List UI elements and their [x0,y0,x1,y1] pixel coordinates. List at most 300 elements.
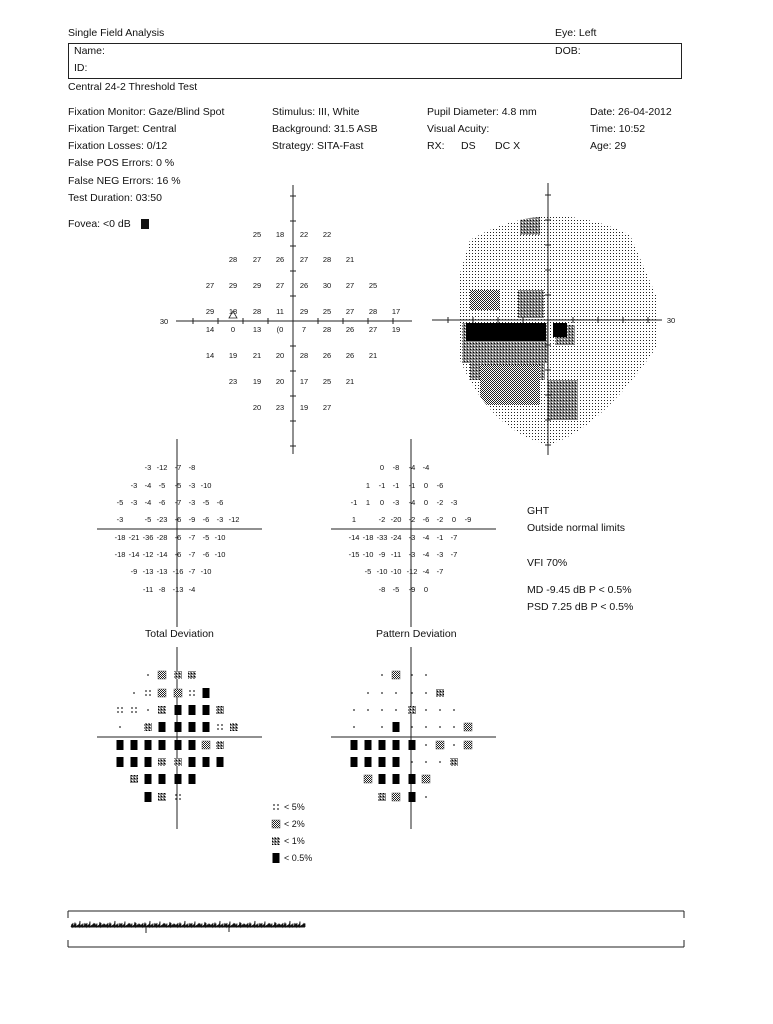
pattern-deviation-value: -7 [450,550,458,559]
total-deviation-value: -28 [156,533,168,542]
threshold-axes [160,185,412,454]
total-deviation-value: -21 [128,533,140,542]
pattern-deviation-value: -2 [378,515,386,524]
threshold-value: 25 [322,377,332,386]
p05-symbol [351,757,358,767]
total-deviation-value: -8 [188,463,196,472]
total-deviation-value: -3 [188,498,196,507]
report-title: Single Field Analysis [68,27,165,39]
normal-dot [425,692,427,694]
p5-symbol [217,724,223,730]
total-deviation-value: -18 [114,550,126,559]
param-fixation-losses: Fixation Losses: 0/12 [68,140,168,152]
p05-symbol [145,740,152,750]
p05-symbol [145,774,152,784]
normal-dot [381,709,383,711]
total-deviation-value: -12 [228,515,240,524]
gaze-tracking-strip [68,911,684,947]
threshold-value: 20 [275,351,285,360]
p1-symbol [216,741,224,749]
p05-symbol [175,705,182,715]
greyscale-deep-defect [553,323,567,337]
threshold-value: 14 [205,351,215,360]
pattern-deviation-value: -4 [408,498,416,507]
threshold-value: 28 [299,351,309,360]
total-deviation-value: -3 [188,481,196,490]
threshold-value: 29 [252,281,262,290]
total-deviation-value: -10 [214,533,226,542]
axis-label-right: 30 [666,316,676,325]
total-deviation-value: -3 [144,463,152,472]
normal-dot [411,674,413,676]
p5-symbol [131,707,137,713]
p05-symbol [393,722,400,732]
ght-label: GHT [527,505,550,517]
pattern-deviation-value: 0 [379,498,385,507]
threshold-value: 18 [275,230,285,239]
threshold-value: 26 [275,255,285,264]
pattern-deviation-value: -18 [362,533,374,542]
threshold-value: 26 [322,351,332,360]
pattern-deviation-value: -11 [390,550,402,559]
normal-dot [453,726,455,728]
total-deviation-value: -4 [144,481,152,490]
threshold-value: 25 [252,230,262,239]
threshold-value: 30 [322,281,332,290]
param-visual-acuity: Visual Acuity: [427,123,490,135]
param-date: Date: 26-04-2012 [590,106,672,118]
p05-symbol [131,757,138,767]
pattern-deviation-value: -6 [422,515,430,524]
total-deviation-value: -13 [156,567,168,576]
total-deviation-value: -16 [172,567,184,576]
threshold-value: 27 [322,403,332,412]
total-deviation-value: -36 [142,533,154,542]
pattern-deviation-probability-plot [331,647,496,829]
threshold-value: 27 [205,281,215,290]
normal-dot [381,674,383,676]
pattern-deviation-value: -1 [392,481,400,490]
p05-symbol [393,740,400,750]
param-stimulus: Stimulus: III, White [272,106,360,118]
total-deviation-value: -3 [130,481,138,490]
ght-value: Outside normal limits [527,522,626,534]
threshold-value: 25 [368,281,378,290]
p05-symbol [409,792,416,802]
threshold-value: 21 [252,351,262,360]
p05-symbol [379,757,386,767]
p05-symbol [117,757,124,767]
id-label: ID: [74,62,88,74]
normal-dot [453,744,455,746]
pattern-deviation-value: -8 [392,463,400,472]
normal-dot [425,744,427,746]
total-deviation-value: -9 [130,567,138,576]
total-deviation-value: -4 [144,498,152,507]
pattern-deviation-value: -2 [436,515,444,524]
p05-symbol [175,722,182,732]
threshold-value: 7 [301,325,307,334]
total-deviation-value: -14 [156,550,168,559]
total-deviation-value: -5 [116,498,124,507]
p2-symbol [364,775,372,783]
pattern-deviation-value: -6 [436,481,444,490]
p5-symbol [189,690,195,696]
pattern-deviation-value: -3 [408,550,416,559]
threshold-value: 20 [252,403,262,412]
pattern-deviation-value: -10 [362,550,374,559]
greyscale-patch [520,215,540,235]
threshold-value: 28 [322,255,332,264]
vfi-value: VFI 70% [527,557,568,569]
threshold-value: 26 [299,281,309,290]
param-pupil-diameter: Pupil Diameter: 4.8 mm [427,106,537,118]
threshold-value: 29 [228,281,238,290]
pattern-deviation-value: 1 [351,515,357,524]
threshold-value: 26 [345,351,355,360]
p05-symbol [393,757,400,767]
pattern-deviation-value: -4 [422,550,430,559]
threshold-value: 19 [252,377,262,386]
pattern-deviation-value: -4 [408,463,416,472]
greyscale-patch [470,290,500,310]
p05-symbol [203,705,210,715]
p05-symbol [145,792,152,802]
p05-symbol [175,774,182,784]
pattern-deviation-value: -1 [350,498,358,507]
p5-symbol [273,804,279,810]
threshold-value: 28 [228,255,238,264]
normal-dot [453,709,455,711]
pattern-deviation-value: -1 [378,481,386,490]
total-deviation-value: -4 [188,585,196,594]
normal-dot [119,726,121,728]
threshold-value: 17 [391,307,401,316]
threshold-value: 27 [345,281,355,290]
legend-5pct-label: < 5% [284,802,305,812]
pattern-deviation-value: -24 [390,533,402,542]
threshold-value: 28 [252,307,262,316]
p2-symbol [464,723,472,731]
pattern-deviation-value: 0 [451,515,457,524]
p1-symbol [216,706,224,714]
normal-dot [133,692,135,694]
total-deviation-value: -14 [128,550,140,559]
normal-dot [353,709,355,711]
p5-symbol [117,707,123,713]
threshold-value: 22 [322,230,332,239]
total-deviation-value: -11 [142,585,154,594]
p2-symbol [272,820,280,828]
p1-symbol [188,671,196,679]
pattern-deviation-value: -5 [392,585,400,594]
param-rx-label: RX: [427,140,445,152]
total-deviation-value: -23 [156,515,168,524]
pattern-deviation-value: -7 [436,567,444,576]
greyscale-patch [480,365,540,405]
p1-symbol [436,689,444,697]
p05-symbol [117,740,124,750]
normal-dot [411,692,413,694]
normal-dot [439,709,441,711]
p05-symbol [175,740,182,750]
threshold-value: 27 [368,325,378,334]
total-deviation-value: -10 [214,550,226,559]
p05-symbol [189,705,196,715]
p05-symbol [189,740,196,750]
param-age: Age: 29 [590,140,627,152]
gaze-trace [71,921,305,927]
pattern-deviation-value: 0 [423,585,429,594]
total-deviation-value: -7 [174,463,182,472]
normal-dot [411,761,413,763]
p2-symbol [392,793,400,801]
legend-2pct-label: < 2% [284,819,305,829]
total-deviation-value: -7 [188,567,196,576]
total-deviation-value: -6 [158,498,166,507]
greyscale-map [432,183,675,455]
normal-dot [381,692,383,694]
p05-symbol [273,853,280,863]
param-fovea: Fovea: <0 dB [68,218,131,230]
total-deviation-value: -5 [202,498,210,507]
p05-symbol [131,740,138,750]
p2-symbol [392,671,400,679]
threshold-value: 29 [205,307,215,316]
normal-dot [147,674,149,676]
pattern-deviation-value: -14 [348,533,360,542]
greyscale-patch [518,290,544,318]
threshold-value: 28 [368,307,378,316]
threshold-value: 14 [205,325,215,334]
p05-symbol [379,740,386,750]
greyscale-patch [548,380,578,420]
p1-symbol [272,837,280,845]
threshold-value: 17 [299,377,309,386]
threshold-value: 13 [252,325,262,334]
normal-dot [425,709,427,711]
pattern-deviation-value: -12 [406,567,418,576]
threshold-value: 27 [252,255,262,264]
normal-dot [367,709,369,711]
p1-symbol [144,723,152,731]
pattern-deviation-value: -3 [392,498,400,507]
total-deviation-value: -13 [142,567,154,576]
param-rx-ds: DS [461,140,476,152]
p2-symbol [158,671,166,679]
pattern-deviation-value: -20 [390,515,402,524]
p2-symbol [202,741,210,749]
threshold-value: 21 [345,377,355,386]
p1-symbol [158,793,166,801]
p05-symbol [203,688,210,698]
total-deviation-value: -7 [188,533,196,542]
p05-symbol [189,774,196,784]
threshold-value: 26 [345,325,355,334]
pattern-deviation-value: -4 [422,567,430,576]
threshold-value: (0 [276,325,284,334]
eye-label: Eye: Left [555,27,597,39]
pattern-deviation-value: -9 [408,585,416,594]
pattern-deviation-value: -5 [364,567,372,576]
threshold-value: 19 [299,403,309,412]
test-name: Central 24-2 Threshold Test [68,81,198,93]
pattern-deviation-value: -8 [378,585,386,594]
threshold-value: 27 [299,255,309,264]
total-deviation-value: -13 [172,585,184,594]
p2-symbol [158,689,166,697]
pattern-deviation-value: -9 [464,515,472,524]
p05-symbol [203,722,210,732]
total-deviation-value: -7 [174,498,182,507]
p1-symbol [174,671,182,679]
pattern-deviation-value: -33 [376,533,388,542]
normal-dot [147,709,149,711]
p05-symbol [189,722,196,732]
threshold-value: 18 [228,307,238,316]
dob-label: DOB: [555,45,581,57]
param-false-neg: False NEG Errors: 16 % [68,175,181,187]
p05-symbol [409,774,416,784]
normal-dot [439,761,441,763]
p05-symbol [217,757,224,767]
total-deviation-value: -18 [114,533,126,542]
md-value: MD -9.45 dB P < 0.5% [527,584,632,596]
pattern-deviation-value: -4 [422,463,430,472]
p2-symbol [174,689,182,697]
pattern-deviation-value: 0 [423,481,429,490]
threshold-value: 29 [299,307,309,316]
param-fixation-monitor: Fixation Monitor: Gaze/Blind Spot [68,106,225,118]
param-background: Background: 31.5 ASB [272,123,378,135]
pattern-deviation-value: -7 [450,533,458,542]
threshold-value: 28 [322,325,332,334]
param-fixation-target: Fixation Target: Central [68,123,177,135]
total-deviation-value: -10 [200,567,212,576]
p05-symbol [393,774,400,784]
pattern-deviation-value: 1 [365,481,371,490]
p05-symbol [365,757,372,767]
threshold-value: 19 [228,351,238,360]
normal-dot [425,796,427,798]
total-deviation-value: -5 [174,481,182,490]
threshold-value: 20 [275,377,285,386]
p05-symbol [189,757,196,767]
threshold-value: 21 [345,255,355,264]
normal-dot [411,726,413,728]
param-strategy: Strategy: SITA-Fast [272,140,364,152]
pattern-deviation-title: Pattern Deviation [376,628,457,640]
normal-dot [439,726,441,728]
pattern-deviation-value: -10 [376,567,388,576]
threshold-value: 11 [276,307,284,316]
normal-dot [425,674,427,676]
param-test-duration: Test Duration: 03:50 [68,192,162,204]
pattern-deviation-value: -3 [408,533,416,542]
threshold-value: 23 [228,377,238,386]
total-deviation-value: -3 [216,515,224,524]
p05-symbol [159,740,166,750]
total-deviation-value: -6 [202,515,210,524]
p2-symbol [422,775,430,783]
total-deviation-value: -7 [188,550,196,559]
p05-symbol [409,740,416,750]
p1-symbol [408,706,416,714]
pattern-deviation-value: -9 [378,550,386,559]
total-deviation-value: -5 [158,481,166,490]
p1-symbol [450,758,458,766]
p2-symbol [436,741,444,749]
pattern-deviation-value: -2 [408,515,416,524]
normal-dot [395,709,397,711]
pattern-deviation-value: -1 [408,481,416,490]
p2-symbol [464,741,472,749]
p05-symbol [159,774,166,784]
legend-05pct-label: < 0.5% [284,853,313,863]
total-deviation-value: -9 [188,515,196,524]
pattern-deviation-value: -2 [436,498,444,507]
pattern-deviation-value: -4 [422,533,430,542]
threshold-value: 22 [299,230,309,239]
p05-symbol [365,740,372,750]
total-deviation-value: -3 [116,515,124,524]
p05-symbol [145,757,152,767]
total-deviation-value: -5 [144,515,152,524]
total-deviation-value: -12 [156,463,168,472]
threshold-value: 19 [391,325,401,334]
param-false-pos: False POS Errors: 0 % [68,157,175,169]
pattern-deviation-values [331,439,496,627]
p05-symbol [159,722,166,732]
pattern-deviation-value: 1 [365,498,371,507]
p5-symbol [145,690,151,696]
psd-value: PSD 7.25 dB P < 0.5% [527,601,634,613]
param-time: Time: 10:52 [590,123,646,135]
normal-dot [395,692,397,694]
threshold-value: 27 [275,281,285,290]
pattern-deviation-value: 0 [423,498,429,507]
p5-symbol [175,794,181,800]
normal-dot [353,726,355,728]
param-rx-dc: DC X [495,140,521,152]
pattern-deviation-value: -15 [348,550,360,559]
total-deviation-value: -6 [202,550,210,559]
threshold-value: 21 [368,351,378,360]
pattern-deviation-value: -10 [390,567,402,576]
legend-1pct-label: < 1% [284,836,305,846]
total-deviation-value: -6 [174,533,182,542]
p05-symbol [203,757,210,767]
probability-legend [272,804,280,863]
threshold-value: 23 [275,403,285,412]
p05-symbol [351,740,358,750]
total-deviation-value: -5 [202,533,210,542]
total-deviation-value: -6 [216,498,224,507]
p1-symbol [230,723,238,731]
total-deviation-values [97,439,262,627]
total-deviation-value: -10 [200,481,212,490]
total-deviation-value: -3 [130,498,138,507]
threshold-value: 27 [345,307,355,316]
normal-dot [425,726,427,728]
p1-symbol [174,758,182,766]
p1-symbol [158,706,166,714]
threshold-value: 25 [322,307,332,316]
total-deviation-value: -8 [158,585,166,594]
normal-dot [425,761,427,763]
normal-dot [381,726,383,728]
normal-dot [367,692,369,694]
